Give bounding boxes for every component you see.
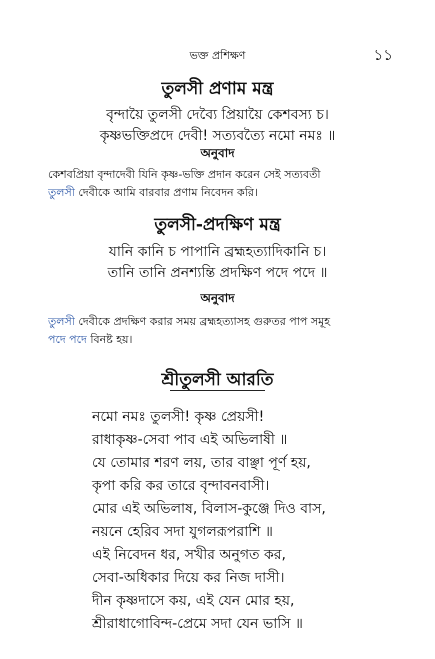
pradakshin-verse-line-1: যানি কানি চ পাপানি ব্রহ্মহত্যাদিকানি চ। bbox=[108, 244, 327, 260]
translation-text: বিনষ্ট হয়। bbox=[86, 333, 133, 346]
aarati-line-8: সেবা-অধিকার দিয়ে কর নিজ দাসী। bbox=[92, 570, 285, 586]
pradakshin-verse-line-2: তানি তানি প্রনশ্যন্তি প্রদক্ষিণ পদে পদে ॥ bbox=[107, 265, 328, 281]
pradakshin-mantra-title: তুলসী-প্রদক্ষিণ মন্ত্র bbox=[154, 215, 281, 235]
pranam-verse-line-1: বৃন্দায়ৈ তুলসী দেব্যৈ প্রিয়ায়ৈ কেশবস্য চ। bbox=[106, 107, 329, 123]
aarati-line-10: শ্রীরাধাগোবিন্দ-প্রেমে সদা যেন ভাসি ॥ bbox=[92, 616, 303, 632]
highlight-tulasi: তুলসী bbox=[48, 315, 75, 328]
pranam-mantra-title: তুলসী প্রণাম মন্ত্র bbox=[161, 79, 274, 99]
aarati-line-2: রাধাকৃষ্ণ-সেবা পাব এই অভিলাষী ॥ bbox=[92, 432, 288, 448]
aarati-title-rule bbox=[170, 390, 265, 391]
aarati-line-1: নমো নমঃ তুলসী! কৃষ্ণ প্রেয়সী! bbox=[92, 409, 265, 425]
aarati-line-4: কৃপা করি কর তারে বৃন্দাবনবাসী। bbox=[92, 478, 270, 494]
running-head: ভক্ত প্রশিক্ষণ bbox=[189, 49, 246, 62]
pranam-anubad-heading: অনুবাদ bbox=[200, 146, 235, 160]
pranam-translation-line-1: কেশবপ্রিয়া বৃন্দাদেবী যিনি কৃষ্ণ-ভক্তি প্রদান করেন সেই সত্যবতী bbox=[48, 168, 321, 181]
highlight-tulasi: তুলসী bbox=[48, 186, 75, 199]
pradakshin-anubad-heading: অনুবাদ bbox=[200, 291, 235, 305]
highlight-pade-pade: পদে পদে bbox=[48, 333, 87, 346]
pranam-verse-line-2: কৃষ্ণভক্তিপ্রদে দেবী! সত্যবত্যৈ নমো নমঃ ॥ bbox=[99, 128, 336, 144]
aarati-line-6: নয়নে হেরিব সদা যুগলরূপরাশি ॥ bbox=[92, 524, 273, 540]
translation-text: দেবীকে প্রদক্ষিণ করার সময় ব্রহ্মহত্যাসহ গুরুতর পাপ সমূহ bbox=[74, 315, 331, 328]
pradakshin-translation-line-2 bbox=[48, 331, 393, 350]
page-number: ১১ bbox=[373, 46, 393, 64]
translation-text: দেবীকে আমি বারবার প্রণাম নিবেদন করি। bbox=[74, 186, 258, 199]
aarati-line-5: মোর এই অভিলাষ, বিলাস-কুঞ্জে দিও বাস, bbox=[92, 501, 326, 517]
pradakshin-translation-line-1 bbox=[48, 313, 393, 332]
pranam-translation-line-2 bbox=[48, 184, 393, 203]
aarati-line-7: এই নিবেদন ধর, সখীর অনুগত কর, bbox=[92, 547, 286, 563]
aarati-title: শ্রীতুলসী আরতি bbox=[161, 370, 274, 390]
aarati-line-9: দীন কৃষ্ণদাসে কয়, এই যেন মোর হয়, bbox=[92, 593, 295, 609]
aarati-line-3: যে তোমার শরণ লয়, তার বাঞ্ছা পূর্ণ হয়, bbox=[92, 455, 311, 471]
